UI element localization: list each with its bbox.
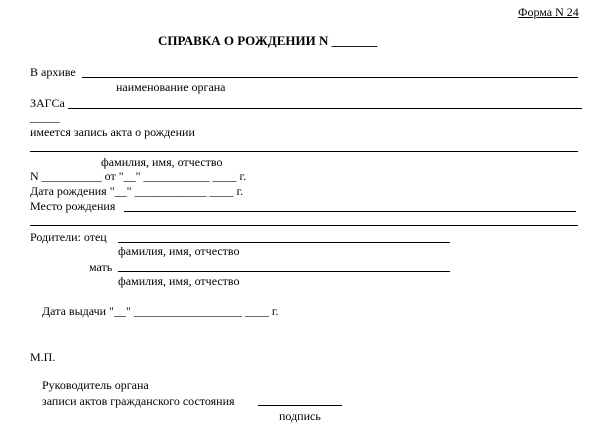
organ-caption: наименование органа <box>116 80 226 94</box>
short-blank: _____ <box>30 110 60 124</box>
fio-caption: фамилия, имя, отчество <box>101 155 223 169</box>
birthplace-label: Место рождения <box>30 199 116 213</box>
parents-label: Родители: отец <box>30 230 107 244</box>
zags-label: ЗАГСа <box>30 96 65 110</box>
archive-label: В архиве <box>30 65 76 79</box>
zags-line <box>68 108 582 109</box>
signature-caption: подпись <box>279 409 321 423</box>
record-number-line: N __________ от "__" ___________ ____ г. <box>30 169 247 183</box>
form-number: Форма N 24 <box>518 5 579 19</box>
issue-date-line: Дата выдачи "__" __________________ ____ г. <box>42 304 279 318</box>
birth-date-line: Дата рождения "__" ____________ ____ г. <box>30 184 244 198</box>
mother-label: мать <box>89 260 113 274</box>
father-caption: фамилия, имя, отчество <box>118 244 240 258</box>
birthplace-line <box>124 211 576 212</box>
fio-line <box>30 151 578 152</box>
birthplace-line-2 <box>30 225 578 226</box>
document-title: СПРАВКА О РОЖДЕНИИ N _______ <box>158 33 378 48</box>
mother-caption: фамилия, имя, отчество <box>118 274 240 288</box>
record-text: имеется запись акта о рождении <box>30 125 195 139</box>
head-title-line1: Руководитель органа <box>42 378 149 392</box>
archive-line <box>82 77 578 78</box>
father-line <box>118 242 450 243</box>
mother-line <box>118 271 450 272</box>
head-title-line2: записи актов гражданского состояния <box>42 394 235 408</box>
stamp-label: М.П. <box>30 350 56 364</box>
signature-line <box>258 405 342 406</box>
